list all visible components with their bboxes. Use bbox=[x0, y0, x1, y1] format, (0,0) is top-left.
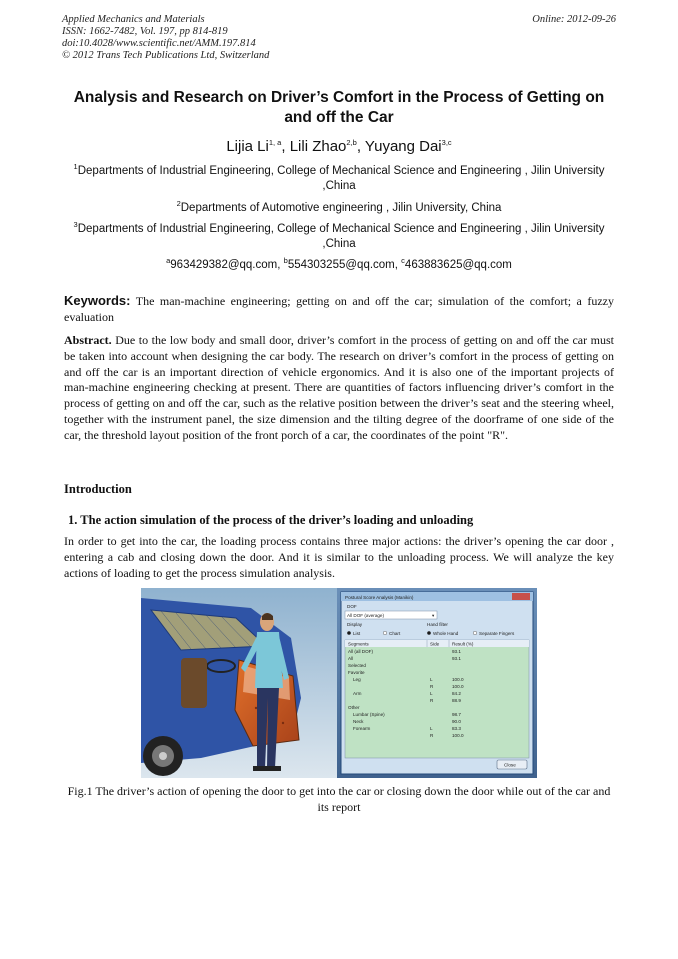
list-radio[interactable] bbox=[347, 631, 351, 635]
section-1-heading: 1. The action simulation of the process of the driver’s loading and unloading bbox=[68, 513, 474, 527]
list-radio-label: List bbox=[353, 631, 361, 636]
row-segment: Neck bbox=[353, 719, 364, 724]
figure-1 bbox=[141, 588, 537, 778]
row-result: 93.1 bbox=[452, 649, 461, 654]
separate-fingers-radio-label: Separate Fingers bbox=[479, 631, 515, 636]
author-sup: 1, a bbox=[268, 138, 282, 147]
col-header-segments: Segments bbox=[348, 641, 369, 647]
email-link[interactable]: 554303255@qq.com, bbox=[287, 259, 398, 271]
row-result: 90.0 bbox=[452, 719, 461, 724]
postural-score-window bbox=[337, 588, 537, 778]
row-segment: Forearm bbox=[353, 726, 371, 731]
paper-title: Analysis and Research on Driver’s Comfort in the Process of Getting on and off the Car bbox=[73, 89, 605, 126]
email-list: $^a$963429382@qq.com, $^b$554303255@qq.com, $^c$463883625@qq.com bbox=[166, 256, 512, 271]
keywords-text: The man-machine engineering; getting on and off the car; simulation of the comfort; a fuzzy evaluation bbox=[64, 294, 614, 324]
author-sup: 3,c bbox=[441, 138, 452, 147]
chart-radio[interactable] bbox=[383, 631, 387, 635]
online-date: Online: 2012-09-26 bbox=[532, 14, 616, 25]
dof-value: All DOF (average) bbox=[347, 613, 385, 618]
author-list: Lijia Li$^{1, a}$, Lili Zhao$^{2,b}$, Yuyang Dai$^{3,c}$ bbox=[226, 138, 452, 155]
row-side: L bbox=[430, 677, 433, 682]
col-header-result: Result (%) bbox=[452, 641, 474, 647]
col-header-side: Side bbox=[430, 641, 440, 647]
affiliation-3: $^3$Departments of Industrial Engineering, College of Mechanical Science and Engineering , Jilin University ,China bbox=[73, 220, 605, 250]
row-segment: Arm bbox=[353, 691, 362, 696]
introduction-heading: Introduction bbox=[64, 482, 132, 496]
chart-radio-label: Chart bbox=[389, 631, 401, 636]
figure-1-caption: Fig.1 The driver’s action of opening the door to get into the car or closing down the door while out of the car and its report bbox=[67, 784, 611, 814]
row-result: 93.1 bbox=[452, 656, 461, 661]
row-segment: Selected bbox=[348, 663, 366, 668]
row-side: L bbox=[430, 691, 433, 696]
row-segment: Other bbox=[348, 705, 360, 710]
row-result: 83.3 bbox=[452, 726, 461, 731]
results-table[interactable] bbox=[345, 640, 529, 758]
abstract-label: Abstract. bbox=[64, 333, 112, 347]
keywords-paragraph bbox=[64, 293, 614, 326]
doi-line: doi:10.4028/www.scientific.net/AMM.197.814 bbox=[62, 38, 256, 49]
row-result: 84.2 bbox=[452, 691, 461, 696]
affiliation-1: $^1$Departments of Industrial Engineering, College of Mechanical Science and Engineering , Jilin University ,China bbox=[73, 162, 605, 192]
row-segment: All (all DOF) bbox=[348, 649, 374, 654]
whole-hand-radio[interactable] bbox=[427, 631, 431, 635]
row-side: R bbox=[430, 698, 434, 703]
row-segment: All bbox=[348, 656, 354, 661]
abstract-paragraph bbox=[64, 333, 614, 444]
row-side: L bbox=[430, 726, 433, 731]
journal-header bbox=[62, 14, 616, 62]
hand-filter-label: Hand filter bbox=[427, 622, 448, 627]
car-simulation-image bbox=[141, 588, 337, 778]
display-label: Display bbox=[347, 622, 363, 627]
figure-1-graphic bbox=[141, 588, 537, 778]
row-segment: Leg bbox=[353, 677, 361, 682]
whole-hand-radio-label: Whole Hand bbox=[433, 631, 459, 636]
author-name: Lijia Li bbox=[226, 138, 269, 155]
row-result: 100.0 bbox=[452, 677, 464, 682]
copyright-line: © 2012 Trans Tech Publications Ltd, Switzerland bbox=[62, 50, 270, 61]
author-name: Yuyang Dai bbox=[364, 138, 442, 155]
email-link[interactable]: 463883625@qq.com bbox=[404, 259, 512, 271]
window-close-icon[interactable] bbox=[512, 593, 530, 600]
author-name: Lili Zhao bbox=[289, 138, 347, 155]
row-result: 88.9 bbox=[452, 698, 461, 703]
separate-fingers-radio[interactable] bbox=[473, 631, 477, 635]
dof-label: DOF bbox=[347, 604, 357, 609]
section-1-paragraph: In order to get into the car, the loading process contains three major actions: the driver’s opening the car door , entering a cab and closing down the door. And it is similar to the unloading process. We will analyze the key actions of loading to get the process simulation analysis. bbox=[64, 534, 614, 580]
affiliation-2: $^2$Departments of Automotive engineering , Jilin University, China bbox=[176, 199, 502, 214]
row-side: R bbox=[430, 733, 434, 738]
close-button-label: Close bbox=[504, 762, 516, 768]
row-side: R bbox=[430, 684, 434, 689]
journal-name: Applied Mechanics and Materials bbox=[62, 14, 205, 25]
keywords-label: Keywords: bbox=[64, 293, 131, 308]
row-result: 100.0 bbox=[452, 684, 464, 689]
row-segment: Lumbar (Spine) bbox=[353, 712, 385, 717]
author-sup: 2,b bbox=[346, 138, 357, 147]
chevron-down-icon: ▾ bbox=[432, 613, 435, 618]
window-title: Postural Score Analysis (Manikin) bbox=[345, 595, 414, 600]
row-result: 98.7 bbox=[452, 712, 461, 717]
row-segment: Favorite bbox=[348, 670, 365, 675]
email-link[interactable]: 963429382@qq.com, bbox=[170, 259, 281, 271]
row-result: 100.0 bbox=[452, 733, 464, 738]
abstract-text: Due to the low body and small door, driver’s comfort in the process of getting on and off the car must be taken into account when designing the car body. The research on driver’s comfort in the process of getting on and off the car is an important direction of vehicle ergonomics. And it is also one of the important projects of man-machine engineering checking at present. There are quantities of factors influencing driver’s comfort in the process of getting on and off the car, such as the relative position between the driver’s seat and the steering wheel, together with the instrument panel, the size dimension and the tilting degree of the doorframe of one side of the car, the threshold layout position of the front porch of a car, the coordinates of the point "R". bbox=[64, 333, 615, 442]
issn-line: ISSN: 1662-7482, Vol. 197, pp 814-819 bbox=[62, 26, 228, 37]
